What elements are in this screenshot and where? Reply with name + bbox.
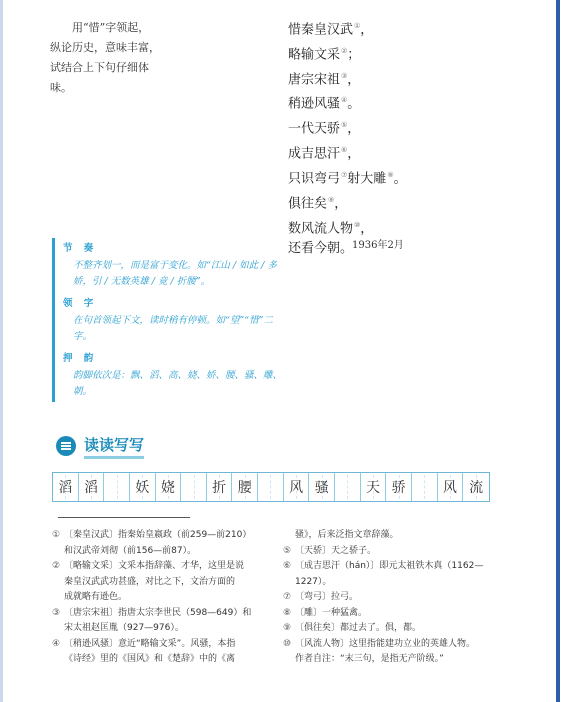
grid-cell bbox=[309, 473, 335, 501]
grid-cell bbox=[207, 473, 233, 501]
page-edge-left bbox=[0, 0, 3, 702]
tip-heading: 押 韵 bbox=[63, 353, 98, 364]
grid-cell-blank bbox=[181, 473, 207, 501]
footnote-number: ⑦ bbox=[283, 592, 292, 602]
footnote bbox=[52, 528, 272, 544]
poem-line: 惜秦皇汉武①， bbox=[288, 22, 374, 38]
footnote-divider bbox=[58, 517, 190, 518]
grid-cell-blank bbox=[412, 473, 438, 501]
footnote-text: 〔稍逊风骚〕意近“略输文采”。风骚，本指 bbox=[64, 638, 236, 649]
footnote-continuation: 秦皇汉武武功甚盛，对比之下，文治方面的 bbox=[64, 576, 236, 587]
tip-text: 韵脚依次是：飘、滔、高、娆、娇、腰、骚、雕、朝。 bbox=[73, 370, 283, 397]
poem-line: 唐宗宋祖③， bbox=[288, 71, 361, 87]
footnote-text: 〔唐宗宋祖〕指唐太宗李世民（598—649）和 bbox=[64, 607, 252, 618]
footnote-continuation: 《诗经》里的《国风》和《楚辞》中的《离 bbox=[64, 654, 236, 664]
footnote-number: ③ bbox=[52, 607, 61, 618]
footnote-marker: ⑦ bbox=[341, 170, 348, 179]
grid-character: 滔 bbox=[83, 480, 98, 496]
side-note bbox=[50, 18, 175, 98]
poem-date: 1936年2月 bbox=[352, 240, 404, 251]
footnote-text: 〔雕〕一种猛禽。 bbox=[295, 607, 368, 618]
footnote bbox=[52, 559, 272, 575]
tip-text: 不整齐划一，而是富于变化。如“江山 / 如此 / 多娇，引 / 无数英雄 / 竞 / 折腰”。 bbox=[73, 260, 277, 287]
section-header bbox=[56, 434, 144, 458]
footnote-continuation: 和汉武帝刘彻（前156—前87）。 bbox=[64, 545, 197, 556]
footnote-marker: ⑩ bbox=[354, 220, 361, 229]
footnote bbox=[283, 621, 523, 637]
grid-character: 骄 bbox=[391, 480, 406, 496]
grid-cell bbox=[130, 473, 156, 501]
footnote-number bbox=[283, 528, 295, 544]
footnote-number: ⑥ bbox=[283, 561, 292, 571]
footnote-text: 〔秦皇汉武〕指秦始皇嬴政（前259—前210） bbox=[64, 530, 252, 540]
grid-character: 骚 bbox=[314, 480, 329, 496]
footnote bbox=[52, 606, 272, 622]
footnote-marker: ⑨ bbox=[328, 195, 335, 204]
grid-character: 腰 bbox=[237, 480, 252, 496]
vocabulary-grid bbox=[52, 472, 490, 502]
side-note-text: 用“惜”字领起， 纵论历史，意味丰富， 试结合上下句仔细体 味。 bbox=[50, 21, 160, 94]
footnote-text: 〔成吉思汗（hán）〕即元太祖铁木真（1162— bbox=[295, 561, 484, 571]
footnote-continuation: 宋太祖赵匡胤（927—976）。 bbox=[64, 623, 184, 633]
footnote bbox=[283, 544, 523, 560]
grid-character: 娆 bbox=[160, 480, 175, 496]
tip-text: 在句首领起下文，读时稍有停顿。如“望”“惜”二字。 bbox=[73, 315, 273, 342]
footnote bbox=[283, 637, 523, 653]
footnote-marker: ① bbox=[354, 22, 361, 30]
footnotes-right bbox=[283, 528, 523, 668]
grid-cell bbox=[386, 473, 412, 501]
list-icon bbox=[56, 436, 76, 456]
footnote-number: ④ bbox=[52, 638, 61, 649]
footnote-number: ② bbox=[52, 561, 61, 571]
footnote-number: ⑩ bbox=[283, 638, 292, 649]
tip-heading: 节 奏 bbox=[63, 243, 98, 254]
footnote-marker: ⑤ bbox=[341, 121, 348, 130]
page-edge-right bbox=[556, 0, 560, 702]
poem-line: 还看今朝。 bbox=[288, 241, 354, 257]
footnote-text: 〔天骄〕天之骄子。 bbox=[295, 545, 377, 556]
grid-cell bbox=[284, 473, 310, 501]
footnote-marker: ⑧ bbox=[387, 170, 394, 179]
grid-cell bbox=[232, 473, 258, 501]
grid-character: 折 bbox=[212, 480, 227, 496]
footnote-marker: ④ bbox=[341, 96, 348, 105]
grid-cell-blank bbox=[258, 473, 284, 501]
grid-cell-blank bbox=[104, 473, 130, 501]
grid-character: 流 bbox=[469, 480, 484, 496]
footnote-number: ⑤ bbox=[283, 545, 292, 556]
footnote-text: 〔风流人物〕这里指能建功立业的英雄人物。 bbox=[295, 638, 476, 649]
section-title: 读读写写 bbox=[84, 434, 144, 459]
footnote-marker: ② bbox=[341, 46, 348, 55]
footnote-text: 〔俱往矣〕都过去了。俱，都。 bbox=[295, 623, 422, 633]
grid-cell-blank bbox=[335, 473, 361, 501]
poem-line: 俱往矣⑨， bbox=[288, 195, 348, 212]
grid-character: 滔 bbox=[58, 480, 73, 496]
footnote-marker: ⑥ bbox=[341, 146, 348, 155]
grid-cell bbox=[361, 473, 387, 501]
footnote-text: 骚》，后来泛指文章辞藻。 bbox=[295, 530, 399, 540]
footnote bbox=[283, 559, 523, 575]
footnote-number: ⑨ bbox=[283, 623, 292, 633]
tip-heading: 领 字 bbox=[63, 298, 98, 309]
footnote-continuation: 作者自注：“末三句，是指无产阶级。” bbox=[295, 654, 444, 664]
footnote bbox=[283, 606, 523, 622]
grid-cell bbox=[438, 473, 464, 501]
poem-line: 一代天骄⑤， bbox=[288, 121, 361, 137]
footnote bbox=[283, 528, 523, 544]
grid-character: 风 bbox=[442, 480, 457, 496]
reading-tips-box bbox=[52, 238, 283, 402]
poem-body bbox=[288, 16, 488, 260]
grid-cell bbox=[53, 473, 79, 501]
grid-character: 妖 bbox=[135, 480, 150, 496]
footnote-continuation: 成就略有逊色。 bbox=[64, 592, 128, 602]
poem-line: 成吉思汗⑥， bbox=[288, 146, 361, 162]
footnotes-left bbox=[52, 528, 272, 668]
grid-cell bbox=[463, 473, 489, 501]
footnote-continuation: 1227）。 bbox=[295, 576, 332, 587]
footnote-number: ① bbox=[52, 530, 61, 540]
footnote bbox=[283, 590, 523, 606]
grid-character: 风 bbox=[289, 480, 304, 496]
footnote-text: 〔略输文采〕文采本指辞藻、才华，这里是说 bbox=[64, 561, 245, 571]
footnote-text: 〔弯弓〕拉弓。 bbox=[295, 592, 359, 602]
footnote bbox=[52, 637, 272, 653]
footnote-number: ⑧ bbox=[283, 607, 292, 618]
poem-line: 稍逊风骚④。 bbox=[288, 96, 361, 112]
grid-cell bbox=[79, 473, 105, 501]
grid-cell bbox=[156, 473, 182, 501]
poem-line: 只识弯弓⑦射大雕⑧。 bbox=[288, 170, 407, 187]
footnote-marker: ③ bbox=[341, 71, 348, 80]
poem-line: 数风流人物⑩， bbox=[288, 220, 374, 236]
poem-line: 略输文采②； bbox=[288, 46, 361, 63]
grid-character: 天 bbox=[366, 480, 380, 496]
